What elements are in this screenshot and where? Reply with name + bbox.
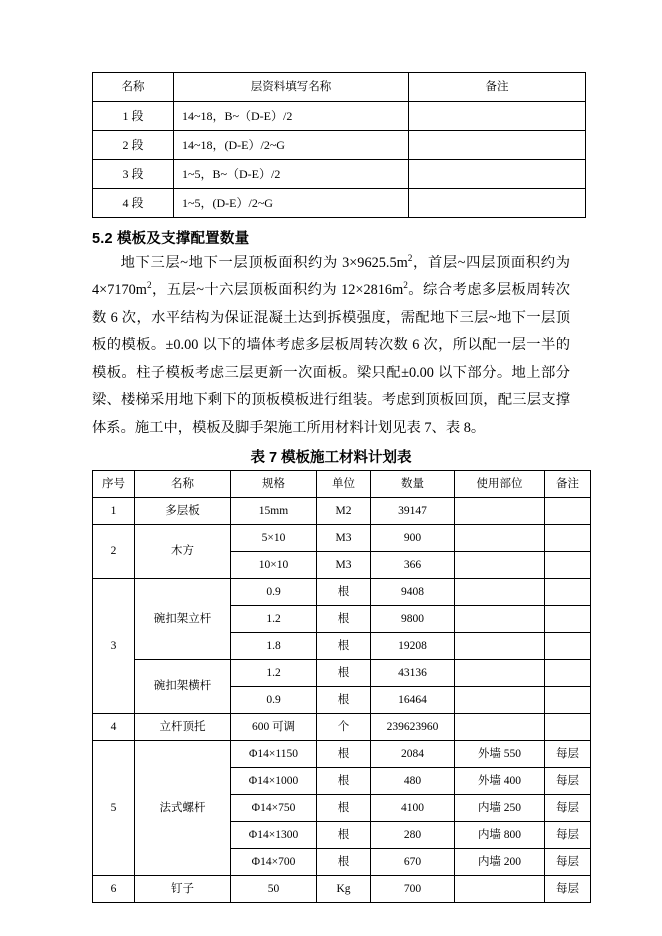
table-row xyxy=(93,714,591,741)
cell-remark xyxy=(545,660,591,687)
cell-remark xyxy=(545,579,591,606)
table-row xyxy=(93,102,586,131)
cell-remark xyxy=(545,687,591,714)
cell-use xyxy=(455,498,545,525)
cell-remark xyxy=(409,189,586,218)
cell-use: 内墙 250 xyxy=(455,795,545,822)
cell-name: 2 段 xyxy=(93,131,174,160)
cell-use: 内墙 200 xyxy=(455,849,545,876)
cell-qty: 700 xyxy=(371,876,455,903)
column-header-name: 名称 xyxy=(135,471,231,498)
cell-use xyxy=(455,552,545,579)
section-heading: 5.2 模板及支撑配置数量 xyxy=(92,231,250,247)
table-row xyxy=(93,876,591,903)
cell-remark xyxy=(545,552,591,579)
cell-unit: 个 xyxy=(317,714,371,741)
layer-name-table xyxy=(92,72,586,218)
cell-qty: 900 xyxy=(371,525,455,552)
cell-name: 碗扣架立杆 xyxy=(135,579,231,660)
table-row xyxy=(93,189,586,218)
cell-name: 4 段 xyxy=(93,189,174,218)
cell-use xyxy=(455,660,545,687)
cell-spec: 1.2 xyxy=(231,660,317,687)
cell-qty: 9408 xyxy=(371,579,455,606)
cell-name: 1 段 xyxy=(93,102,174,131)
cell-spec: Φ14×1300 xyxy=(231,822,317,849)
cell-unit: M2 xyxy=(317,498,371,525)
cell-qty: 16464 xyxy=(371,687,455,714)
cell-unit: 根 xyxy=(317,768,371,795)
column-header-no: 序号 xyxy=(93,471,135,498)
cell-unit: 根 xyxy=(317,660,371,687)
cell-spec: 1.2 xyxy=(231,606,317,633)
table-header-row xyxy=(93,471,591,498)
cell-qty: 9800 xyxy=(371,606,455,633)
cell-name: 多层板 xyxy=(135,498,231,525)
cell-remark: 每层 xyxy=(545,876,591,903)
cell-no: 6 xyxy=(93,876,135,903)
cell-unit: Kg xyxy=(317,876,371,903)
cell-use xyxy=(455,579,545,606)
table-caption: 表 7 模板施工材料计划表 xyxy=(250,450,412,467)
cell-spec: 15mm xyxy=(231,498,317,525)
cell-spec: 50 xyxy=(231,876,317,903)
cell-qty: 43136 xyxy=(371,660,455,687)
cell-spec: Φ14×700 xyxy=(231,849,317,876)
cell-name: 3 段 xyxy=(93,160,174,189)
cell-remark xyxy=(545,714,591,741)
cell-remark xyxy=(545,498,591,525)
cell-use xyxy=(455,714,545,741)
table-row xyxy=(93,525,591,552)
material-plan-table xyxy=(92,470,591,903)
cell-use: 内墙 800 xyxy=(455,822,545,849)
column-header-spec: 规格 xyxy=(231,471,317,498)
column-header-remark: 备注 xyxy=(409,73,586,102)
cell-spec: 600 可调 xyxy=(231,714,317,741)
cell-remark: 每层 xyxy=(545,795,591,822)
cell-unit: 根 xyxy=(317,849,371,876)
cell-use xyxy=(455,606,545,633)
cell-remark xyxy=(545,525,591,552)
cell-qty: 4100 xyxy=(371,795,455,822)
cell-remark: 每层 xyxy=(545,768,591,795)
cell-unit: 根 xyxy=(317,741,371,768)
cell-spec: 10×10 xyxy=(231,552,317,579)
cell-unit: 根 xyxy=(317,795,371,822)
cell-unit: 根 xyxy=(317,633,371,660)
cell-use xyxy=(455,525,545,552)
column-header-remark: 备注 xyxy=(545,471,591,498)
cell-qty: 670 xyxy=(371,849,455,876)
cell-remark xyxy=(409,131,586,160)
cell-unit: M3 xyxy=(317,525,371,552)
cell-no: 3 xyxy=(93,579,135,714)
table-header-row xyxy=(93,73,586,102)
cell-spec: Φ14×1000 xyxy=(231,768,317,795)
cell-unit: 根 xyxy=(317,606,371,633)
table-row xyxy=(93,131,586,160)
cell-spec: 0.9 xyxy=(231,687,317,714)
cell-qty: 480 xyxy=(371,768,455,795)
cell-no: 1 xyxy=(93,498,135,525)
cell-use: 外墙 400 xyxy=(455,768,545,795)
cell-use xyxy=(455,876,545,903)
table-row xyxy=(93,579,591,606)
cell-desc: 14~18，B~（D-E）/2 xyxy=(174,102,409,131)
cell-qty: 2084 xyxy=(371,741,455,768)
cell-desc: 1~5，(D-E）/2~G xyxy=(174,189,409,218)
table-row xyxy=(93,160,586,189)
cell-no: 5 xyxy=(93,741,135,876)
column-header-name: 名称 xyxy=(93,73,174,102)
cell-desc: 14~18，(D-E）/2~G xyxy=(174,131,409,160)
cell-no: 2 xyxy=(93,525,135,579)
cell-qty: 19208 xyxy=(371,633,455,660)
cell-unit: M3 xyxy=(317,552,371,579)
cell-unit: 根 xyxy=(317,822,371,849)
cell-no: 4 xyxy=(93,714,135,741)
cell-name: 钉子 xyxy=(135,876,231,903)
cell-use xyxy=(455,687,545,714)
cell-name: 碗扣架横杆 xyxy=(135,660,231,714)
column-header-desc: 层资料填写名称 xyxy=(174,73,409,102)
column-header-unit: 单位 xyxy=(317,471,371,498)
cell-remark: 每层 xyxy=(545,741,591,768)
cell-spec: 5×10 xyxy=(231,525,317,552)
cell-unit: 根 xyxy=(317,687,371,714)
section-paragraph: 地下三层~地下一层顶板面积约为 $3\times 9625.5m^2$，首层~四层顶面积约为 $4\times 7170m^2$，五层~十六层顶板面积约为 $12\times 2816m^2$。综合考虑多层板周转次数 6 次，水平结构为保证混凝土达到拆模强度，需配地下三层~地下一层顶板的模板。±0.00 以下的墙体考虑多层板周转次数 6 次，所以配一层一半的模板。柱子模板考虑三层更新一次面板。梁只配±0.00 以下部分。地上部分梁、楼梯采用地下剩下的顶板模板进行组装。考虑到顶板回顶，配三层支撑体系。施工中，模板及脚手架施工所用材料计划见表 7、表 8。 xyxy=(92,254,571,436)
cell-name: 立杆顶托 xyxy=(135,714,231,741)
cell-spec: 0.9 xyxy=(231,579,317,606)
cell-spec: Φ14×750 xyxy=(231,795,317,822)
table-row xyxy=(93,660,591,687)
column-header-qty: 数量 xyxy=(371,471,455,498)
cell-qty: 239623960 xyxy=(371,714,455,741)
cell-spec: Φ14×1150 xyxy=(231,741,317,768)
cell-name: 法式螺杆 xyxy=(135,741,231,876)
cell-name: 木方 xyxy=(135,525,231,579)
cell-use xyxy=(455,633,545,660)
cell-qty: 39147 xyxy=(371,498,455,525)
cell-spec: 1.8 xyxy=(231,633,317,660)
column-header-use: 使用部位 xyxy=(455,471,545,498)
cell-remark xyxy=(409,160,586,189)
cell-desc: 1~5，B~（D-E）/2 xyxy=(174,160,409,189)
cell-remark xyxy=(545,633,591,660)
cell-unit: 根 xyxy=(317,579,371,606)
cell-remark: 每层 xyxy=(545,822,591,849)
cell-remark: 每层 xyxy=(545,849,591,876)
cell-remark xyxy=(409,102,586,131)
cell-qty: 366 xyxy=(371,552,455,579)
table-row xyxy=(93,498,591,525)
table-row xyxy=(93,741,591,768)
cell-remark xyxy=(545,606,591,633)
cell-use: 外墙 550 xyxy=(455,741,545,768)
cell-qty: 280 xyxy=(371,822,455,849)
